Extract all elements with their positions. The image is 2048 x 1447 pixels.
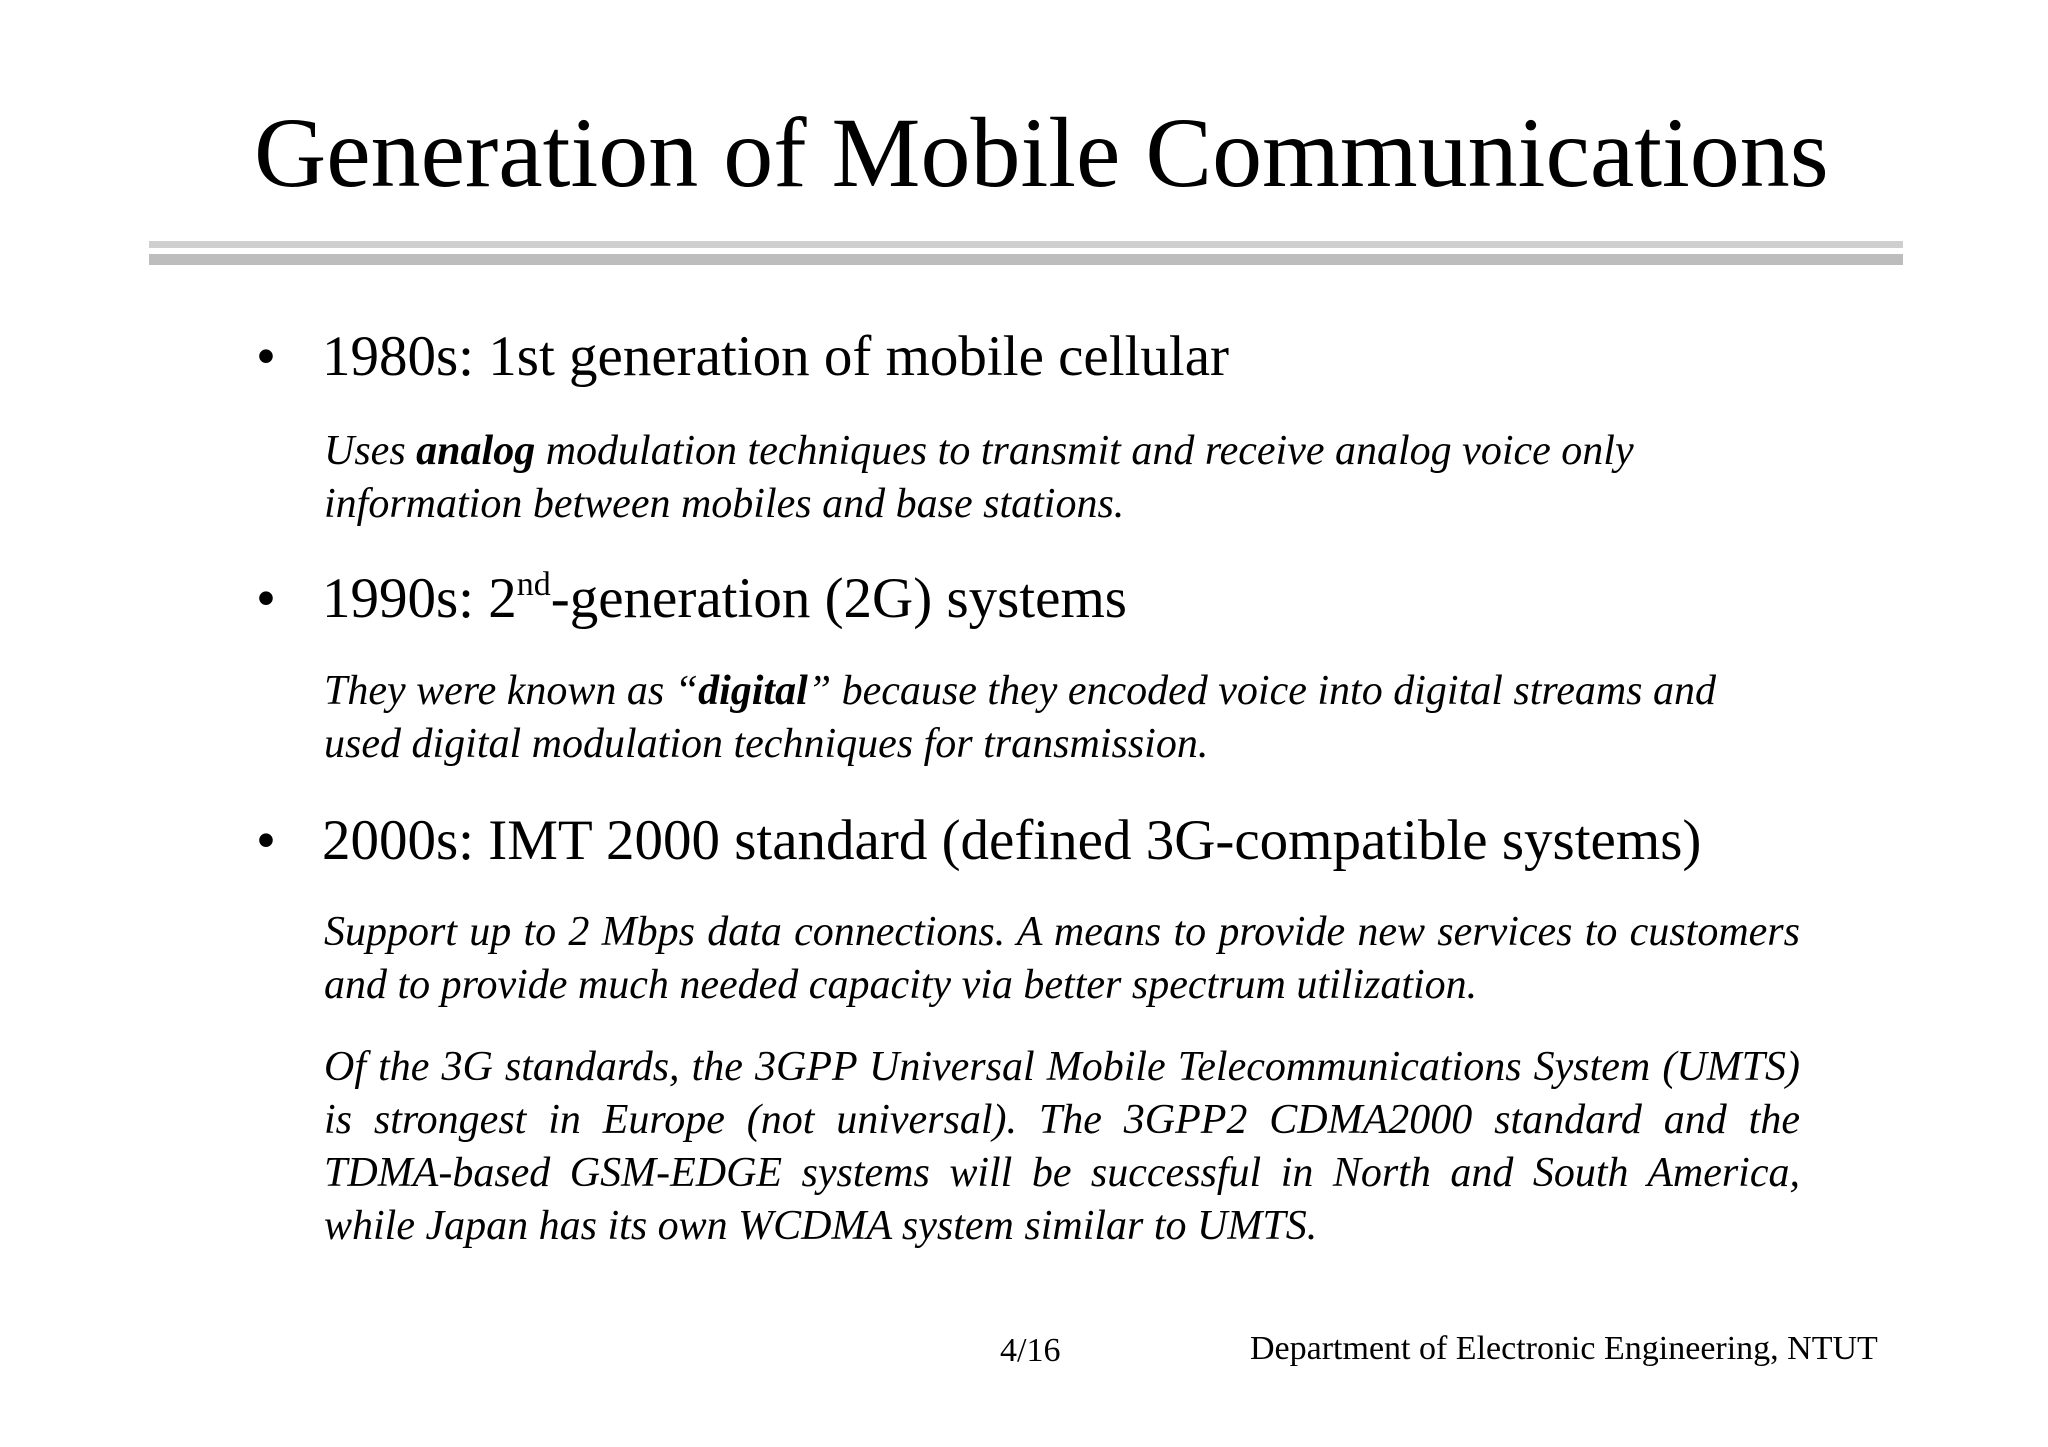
bullet-marker: • xyxy=(256,325,276,388)
description-emphasis: analog xyxy=(416,428,536,474)
bullet-2000s xyxy=(256,810,1701,873)
description-text: Uses xyxy=(324,428,417,474)
heading-superscript: nd xyxy=(516,566,551,603)
bullet-1980s xyxy=(256,326,1229,389)
bullet-1990s xyxy=(256,568,1127,631)
heading-prefix: 1990s: 2 xyxy=(322,567,517,630)
footer-department: Department of Electronic Engineering, NTUT xyxy=(1250,1330,1878,1367)
description-text: ” because they encoded voice into digital streams and used digital modulation techniques for transmission. xyxy=(324,668,1717,767)
bullet-1990s-description xyxy=(324,665,1800,771)
bullet-heading: 2000s: IMT 2000 standard (defined 3G-compatible systems) xyxy=(322,809,1702,872)
title-divider-bottom xyxy=(149,254,1903,265)
bullet-heading: 1980s: 1st generation of mobile cellular xyxy=(322,325,1230,388)
bullet-2000s-description: Support up to 2 Mbps data connections. A means to provide new services to customers and to provide much needed capacity via better spectrum utilization. xyxy=(324,909,1800,1008)
description-text: They were known as “ xyxy=(324,668,699,714)
bullet-2000s-description-2: Of the 3G standards, the 3GPP Universal Mobile Telecommunications System (UMTS) is strongest in Europe (not universal). The 3GPP2 CDMA2000 standard and the TDMA-based GSM-EDGE systems will be successful in North and South America, while Japan has its own WCDMA system similar to UMTS. xyxy=(324,1044,1800,1249)
page-number: 4/16 xyxy=(1000,1332,1061,1369)
description-text: modulation techniques to transmit and receive analog voice only information between mobiles and base stations. xyxy=(324,428,1634,527)
slide-title: Generation of Mobile Communications xyxy=(254,97,1829,208)
title-divider-top xyxy=(149,241,1903,248)
heading-suffix: -generation (2G) systems xyxy=(550,567,1127,630)
description-emphasis: digital xyxy=(698,668,808,714)
bullet-marker: • xyxy=(256,809,276,872)
bullet-heading xyxy=(322,567,1127,630)
bullet-marker: • xyxy=(256,567,276,630)
bullet-1980s-description xyxy=(324,425,1800,531)
